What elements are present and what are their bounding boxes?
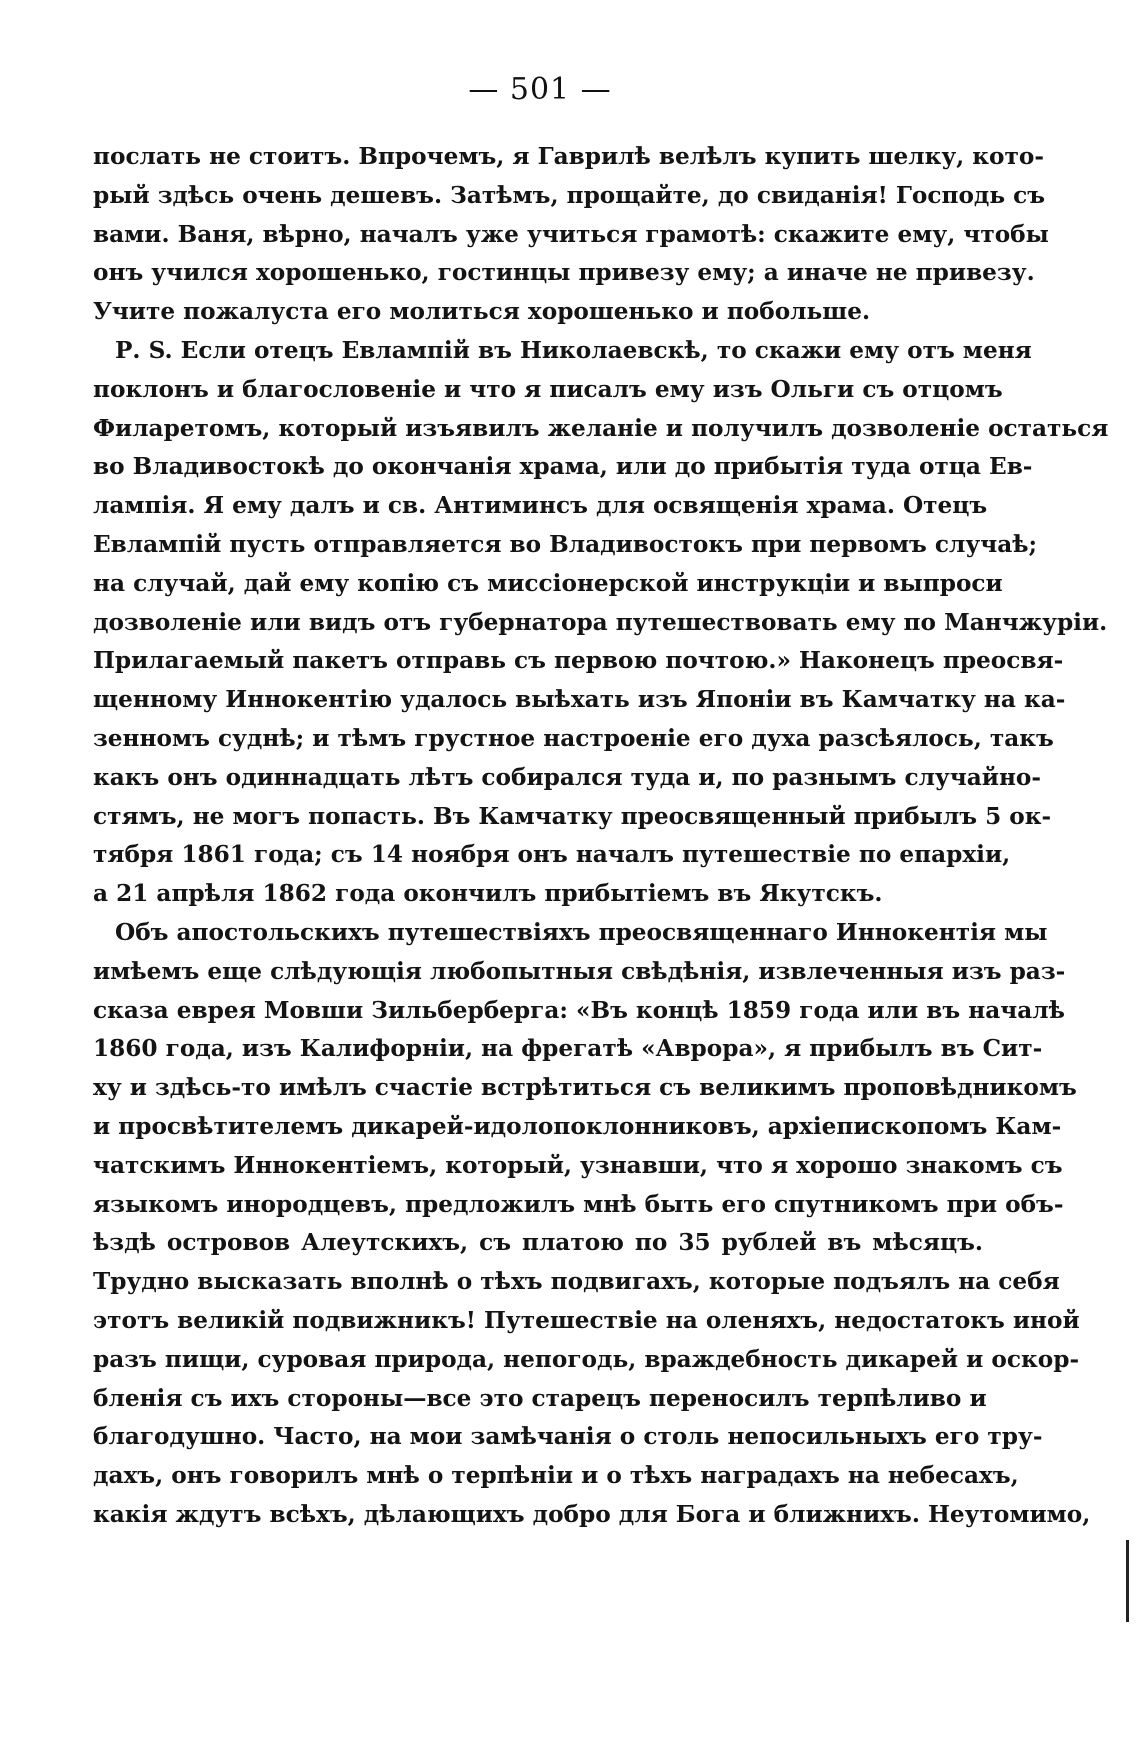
paragraph-1 bbox=[93, 138, 1049, 332]
text-line: Объ апостольскихъ путешествіяхъ преосвященнаго Иннокентія мы bbox=[115, 918, 1048, 946]
text-line: ѣздѣ островов Алеутскихъ, съ платою по 35 рублей въ мѣсяцъ. bbox=[93, 1229, 983, 1257]
body-text bbox=[93, 138, 1109, 1535]
paragraph-3 bbox=[93, 914, 1091, 1535]
text-line: имѣемъ еще слѣдующія любопытныя свѣдѣнія, извлеченныя изъ раз- bbox=[93, 957, 1066, 985]
text-line: послать не стоитъ. Впрочемъ, я Гаврилѣ велѣлъ купить шелку, кото- bbox=[93, 143, 1044, 170]
text-line: какія ждутъ всѣхъ, дѣлающихъ добро для Бога и ближнихъ. Неутомимо, bbox=[93, 1500, 1091, 1528]
text-line: зенномъ суднѣ; и тѣмъ грустное настроеніе его духа разсѣялось, такъ bbox=[93, 724, 1054, 752]
text-line: ху и здѣсь-то имѣлъ счастіе встрѣтиться съ великимъ проповѣдникомъ bbox=[93, 1074, 1077, 1102]
text-line: сказа еврея Мовши Зильберберга: «Въ концѣ 1859 года или въ началѣ bbox=[93, 996, 1065, 1024]
text-line: вами. Ваня, вѣрно, началъ уже учиться грамотѣ: скажите ему, чтобы bbox=[93, 220, 1049, 248]
text-line: разъ пищи, суровая природа, непогодь, враждебность дикарей и оскор- bbox=[93, 1345, 1080, 1373]
text-line: Трудно высказать вполнѣ о тѣхъ подвигахъ, которые подъялъ на себя bbox=[93, 1268, 1060, 1296]
text-line: во Владивостокѣ до окончанія храма, или до прибытія туда отца Ев- bbox=[93, 453, 1033, 481]
text-line: рый здѣсь очень дешевъ. Затѣмъ, прощайте, до свиданія! Господь съ bbox=[93, 181, 1046, 209]
text-line: а 21 апрѣля 1862 года окончилъ прибытіемъ въ Якутскъ. bbox=[93, 880, 883, 908]
paragraph-2 bbox=[93, 332, 1109, 914]
text-line: онъ учился хорошенько, гостинцы привезу ему; а иначе не привезу. bbox=[93, 259, 1035, 287]
text-line: бленія съ ихъ стороны—все это старецъ переносилъ терпѣливо и bbox=[93, 1384, 987, 1412]
text-line: дозволеніе или видъ отъ губернатора путешествовать ему по Манчжуріи. bbox=[93, 608, 1108, 636]
text-line: Евлампій пусть отправляется во Владивостокъ при первомъ случаѣ; bbox=[93, 530, 1038, 558]
text-line: Р. S. Если отецъ Евлампій въ Николаевскѣ, то скажи ему отъ меня bbox=[115, 336, 1032, 364]
text-line: этотъ великій подвижникъ! Путешествіе на оленяхъ, недостатокъ иной bbox=[93, 1306, 1080, 1334]
text-line: какъ онъ одиннадцать лѣтъ собирался туда и, по разнымъ случайно- bbox=[93, 763, 1042, 791]
text-line: Филаретомъ, который изъявилъ желаніе и получилъ дозволеніе остаться bbox=[93, 414, 1109, 442]
text-line: чатскимъ Иннокентіемъ, который, узнавши, что я хорошо знакомъ съ bbox=[93, 1151, 1063, 1179]
text-line: Учите пожалуста его молиться хорошенько и побольше. bbox=[93, 298, 871, 326]
text-line: лампія. Я ему далъ и св. Антиминсъ для освященія храма. Отецъ bbox=[93, 492, 988, 520]
scan-edge-mark bbox=[1126, 1540, 1129, 1622]
text-line: тября 1861 года; съ 14 ноября онъ началъ путешествіе по епархіи, bbox=[93, 841, 1011, 869]
text-line: благодушно. Часто, на мои замѣчанія о столь непосильныхъ его тру- bbox=[93, 1423, 1043, 1451]
text-line: стямъ, не могъ попасть. Въ Камчатку преосвященный прибылъ 5 ок- bbox=[93, 802, 1052, 830]
text-line: 1860 года, изъ Калифорніи, на фрегатѣ «Аврора», я прибылъ въ Сит- bbox=[93, 1035, 1043, 1063]
text-line: щенному Иннокентію удалось выѣхать изъ Японіи въ Камчатку на ка- bbox=[93, 686, 1066, 714]
text-line: дахъ, онъ говорилъ мнѣ о терпѣніи и о тѣхъ наградахъ на небесахъ, bbox=[93, 1462, 1019, 1490]
page-number: — 501 — bbox=[468, 72, 612, 107]
text-line: поклонъ и благословеніе и что я писалъ ему изъ Ольги съ отцомъ bbox=[93, 375, 1003, 403]
text-line: на случай, дай ему копію съ миссіонерской инструкціи и выпроси bbox=[93, 569, 1003, 597]
text-line: Прилагаемый пакетъ отправь съ первою почтою.» Наконецъ преосвя- bbox=[93, 647, 1064, 675]
text-line: языкомъ инородцевъ, предложилъ мнѣ быть его спутникомъ при объ- bbox=[93, 1190, 1064, 1218]
text-line: и просвѣтителемъ дикарей-идолопоклонниковъ, архіепископомъ Кам- bbox=[93, 1112, 1062, 1140]
